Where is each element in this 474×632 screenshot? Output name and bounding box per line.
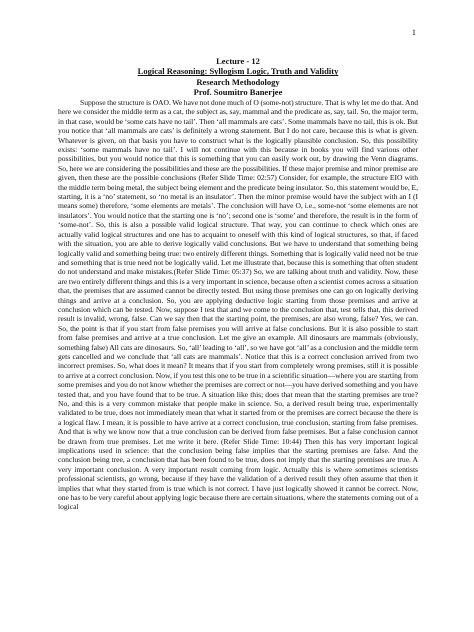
author-name: Prof. Soumitro Banerjee bbox=[193, 87, 283, 98]
lecture-number: Lecture - 12 bbox=[216, 56, 260, 66]
document-header bbox=[58, 56, 418, 98]
body-paragraph: Suppose the structure is OAO. We have not done much of O (some-not) structure. That is why let me do that. And here we consider the middle term as a cat, the subject as, say, mammal and the predicate as, say, tail. So, the major term, in that case, would be ‘some cats have no tail’. Then ‘all mammals are cats’. Some mammals have no tail, this is ok. But you notice that ‘all mammals are cats’ is definitely a wrong statement. But I do not care, because this is what is given. Whatever is given, on that basis you have to construct what is the logically plausible conclusion. So, this possibility exists: ‘some mammals have no tail’. I will not continue with this because in books you will find various other possibilities, but you would notice that this is something that you can easily work out, by drawing the Venn diagrams. So, here we are considering the possibilities and these are the possibilities. If these major premise and minor premise are given, then these are the possible conclusions (Refer Slide Time: 02:57) Consider, for example, the structure EIO with the middle term being metal, the subject being element and the predicate being insulator. So, this statement would be, E, starting, it is a ‘no’ statement, so ‘no metal is an insulator’. Then the minor premise would have the subject with an I (I means some) therefore, ‘some elements are metals’. The conclusion will have O, i.e., some-not ‘some elements are not insulators’. You would notice that the starting one is ‘no’; second one is ‘some’ and therefore, the result is in the form of ‘some-not’. So, this is also a possible valid logical structure. That way, you can continue to check which ones are actually valid logical structures and one has to acquaint to oneself with this kind of logical structures, so that, if faced with the situation, you are able to derive logically valid conclusions. But we have to understand that something being logically valid and something being true: two entirely different things. Something that is logically valid need not be true and something that is true need not be logically valid. Let me illustrate that, because this is something that often student do not understand and make mistakes.(Refer Slide Time: 05:37) So, we are talking about truth and validity. Now, these are two entirely different things and this is a very important in science, because often a scientist comes across a situation that, the premises that are assumed cannot be directly tested. But using those premises one can go on logically deriving things and arrive at a conclusion. So, you are applying deductive logic starting from those premises and arrive at conclusion which can be tested. Now, suppose I test that and we come to the conclusion that, test tells that, this derived result is invalid, wrong, false. Can we say then that the starting point, the premises, are also wrong, false? Yes, we can. So, the point is that if you start from false premises you will arrive at false conclusions. But it is also possible to start from false premises and arrive at a true conclusion. Let me give an example. All dinosaurs are mammals (obviously, something false) All cats are dinosaurs. So, ‘all’ leading to ‘all’, so we have got ‘all’ as a conclusion and the middle term gets cancelled and we conclude that ‘all cats are mammals’. Notice that this is a correct conclusion arrived from two incorrect premises. So, what does it mean? It means that if you start from completely wrong premises, still it is possible to arrive at a correct conclusion. Now, if you test this one to be true in a scientific situation—where you are starting from some premises and you do not know whether the premises are correct or not—you have derived something and you have tested that, and you have found that to be true. A situation like this; does that mean that the starting premises are true? No, and this is a very common mistake that people make in science. So, a derived result being true, experimentally validated to be true, does not immediately mean that what it started from or the premises are correct because the there is a logical flaw. I mean, it is possible to have arrive at a correct conclusion, true conclusion, starting from false premises. And that is why we know now that a true conclusion can be derived from false premises. But a false conclusion cannot be drawn from true premises. Let me write it here. (Refer Slide Time: 10:44) Then this has very important logical implications used in science: that the conclusion being false implies that the starting premises are false. And the conclusion being tree, a conclusion that has been found to be true, does not imply that the starting premises are true. A very important conclusion. A very important result coming from logic. Actually this is where sometimes scientists professional scientists, go wrong, because if they have the validation of a derived result they often assume that then it implies that what they started from is true which is not correct. I have just logically showed it cannot be correct. Now, one has to be very careful about applying logic because there are certain situations, where the statements coming out of a logical bbox=[58, 98, 418, 512]
page-number: 1 bbox=[411, 27, 416, 37]
lecture-title: Logical Reasoning: Syllogism Logic, Truth and Validity bbox=[137, 66, 339, 77]
course-name: Research Methodology bbox=[196, 76, 280, 87]
